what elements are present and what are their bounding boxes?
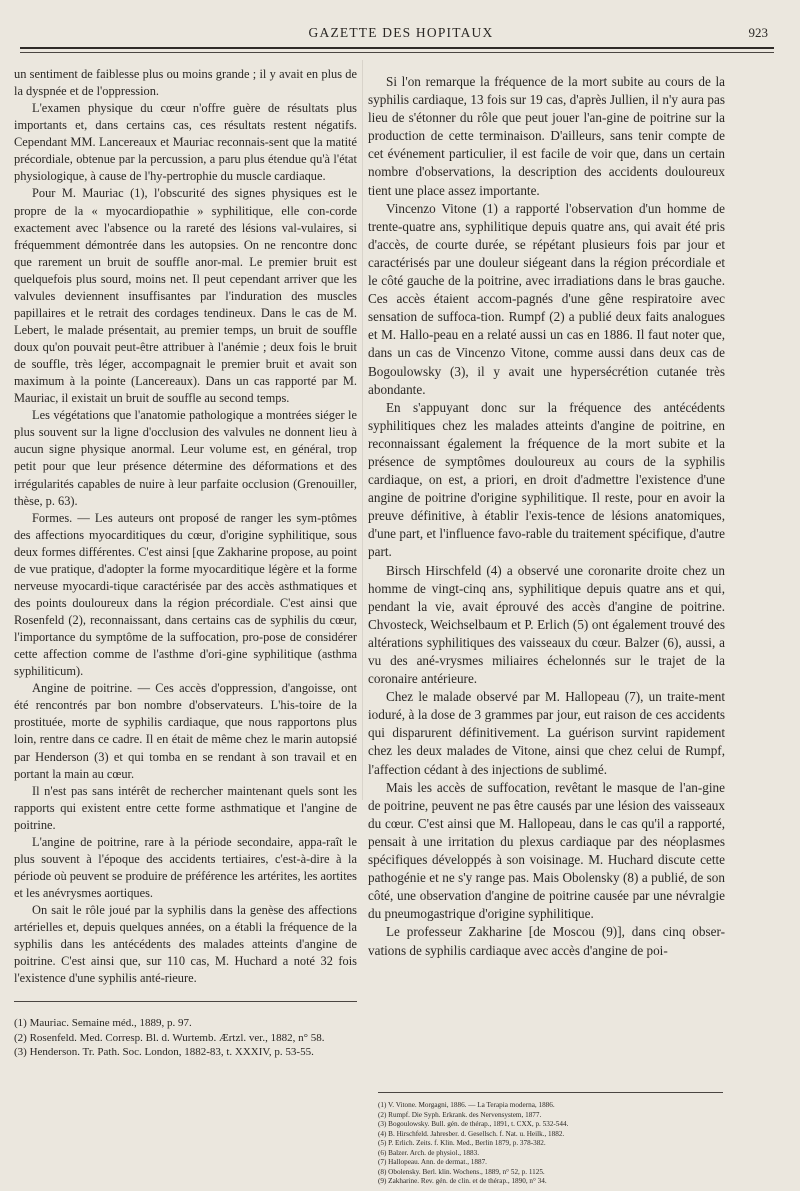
paragraph: L'angine de poitrine, rare à la période secondaire, appa-raît le plus souvent à l'époque des accidents tertiaires, c'est-à-dire à la période où peuvent se produire de préférence les artérites, les aortites et les anévrysmes aortiques. <box>14 834 357 900</box>
page-number: 923 <box>748 25 768 40</box>
header-rule-thin <box>20 52 774 53</box>
footnote: (3) Bogoulowsky. Bull. gén. de thérap., 1891, t. CXX, p. 532-544. <box>378 1120 569 1128</box>
footnotes-right <box>378 1092 725 1187</box>
footnote: (5) P. Erlich. Zeits. f. Klin. Med., Berlin 1879, p. 378-382. <box>378 1139 546 1147</box>
footnote-rule <box>14 1001 357 1002</box>
footnote: (7) Hallopeau. Ann. de dermat., 1887. <box>378 1158 487 1166</box>
footnote: (2) Rumpf. Die Syph. Erkrank. des Nervensystem, 1877. <box>378 1110 542 1119</box>
paragraph: Pour M. Mauriac (1), l'obscurité des signes physiques est le propre de la « myocardiopathie » syphilitique, elle con-corde exactement avec l'absence ou la rareté des lésions val-vulaires, si fréquemment démontrée dans les autopsies. On ne rencontre donc que rarement un bruit de souffle anor-mal. Le premier bruit est quelquefois plus sourd, moins net. Il peut cependant arriver que les valvules deviennent insuffisantes par l'induration des muscles papillaires et le retrait des cordages tendineux. Dans le cas de M. Lebert, le malade présentait, au premier temps, un bruit de souffle doux qu'on pouvait peut-être attribuer à l'anémie ; deux fois le bruit de souffle, très léger, accompagnait le premier bruit et avait son maximum à la pointe (Lancereaux). Dans un cas rapporté par M. Mauriac, il existait un bruit de souffle au second temps. <box>14 186 357 406</box>
paragraph: Chez le malade observé par M. Hallopeau (7), un traite-ment ioduré, à la dose de 3 grammes par jour, eut raison de ces accidents qui disparurent définitivement. La guérison survint rapidement chez les deux malades de Vitone, ainsi que chez celui de Rumpf, l'affection cédant à des injections de sublimé. <box>368 689 725 777</box>
footnote: (3) Henderson. Tr. Path. Soc. London, 1882-83, t. XXXIV, p. 53-55. <box>14 1046 314 1059</box>
journal-title: GAZETTE DES HOPITAUX <box>308 25 494 40</box>
paragraph: Vincenzo Vitone (1) a rapporté l'observation d'un homme de trente-quatre ans, syphilitique depuis quatre ans, qui avait été pris d'accès, de courte durée, se répétant plusieurs fois par jour et caractérisés par une douleur siégeant dans la région précordiale et le côté gauche de la poitrine, avec irradiations dans le bras gauche. Ces accès étaient accom-pagnés d'une gêne respiratoire avec sensation de suffoca-tion. Rumpf (2) a publié deux faits analogues et M. Hallo-peau en a relaté aussi un cas en 1886. Il faut noter que, dans un cas de Vincenzo Vitone, comme aussi dans deux cas de Bogoulowsky (3), il y avait une hypersécrétion cutanée très abondante. <box>368 200 725 397</box>
paragraph: On sait le rôle joué par la syphilis dans la genèse des affections artérielles et, depuis quelques années, on a établi la fréquence de la syphilis dans les antécédents des malades atteints d'angine de poitrine. C'est ainsi que, sur 110 cas, M. Huchard a noté 32 fois l'existence d'une syphilis anté-rieure. <box>14 903 357 986</box>
footnotes-left <box>14 1001 357 1060</box>
footnote: (2) Rosenfeld. Med. Corresp. Bl. d. Wurtemb. Ærtzl. ver., 1882, n° 58. <box>14 1031 325 1044</box>
paragraph-angine: Angine de poitrine. — Ces accès d'oppression, d'angoisse, ont été rencontrés par bon nombre d'observateurs. L'his-toire de la prostituée, morte de syphilis cardiaque, que nous rapportons plus loin, rentre dans ce cadre. Il en était de même chez le marin autopsié par Henderson (3) et qui tomba en se rendant à son travail et en portant la main au cœur. <box>14 681 357 781</box>
footnote: (8) Obolensky. Berl. klin. Wochens., 1889, n° 52, p. 1125. <box>378 1167 545 1176</box>
footnote: (9) Zakharine. Rev. gén. de clin. et de thérap., 1890, n° 34. <box>378 1177 547 1185</box>
footnote: (4) B. Hirschfeld. Jahresber. d. Gesellsch. f. Nat. u. Heilk., 1882. <box>378 1129 565 1138</box>
left-column <box>14 66 357 987</box>
paragraph: Mais les accès de suffocation, revêtant le masque de l'an-gine de poitrine, peuvent ne pas être causés par une lésion des vaisseaux du cœur. C'est ainsi que M. Hallopeau, dans le cas qu'il a rapporté, pensait à une irritation du plexus cardiaque par des néoplasmes spécifiques développés à son voisinage. M. Huchard discute cette pathogénie et ne s'y range pas. Mais Obolensky (8) a publié, de son côté, une observation d'angine de poitrine causée par une névralgie du pneumogastrique d'origine syphilitique. <box>368 779 725 922</box>
header-rule <box>20 47 774 49</box>
paragraph: un sentiment de faiblesse plus ou moins grande ; il y avait en plus de la dyspnée et de l'oppression. <box>14 67 357 99</box>
paragraph-formes: Formes. — Les auteurs ont proposé de ranger les sym-ptômes des affections myocarditiques du cœur, d'origine syphilitique, sous deux formes différentes. C'est ainsi [que Zakharine propose, au point de vue pratique, d'adopter la forme myocarditique légère et la forme nerveuse myocardi-tique caractérisée par des accès asthmatiques et des points douloureux dans la région précordiale. C'est ainsi que Rosenfeld (2), reconnaissant, dans certains cas de syphilis du cœur, l'importance du symptôme de la suffocation, pro-pose de considérer cette affection comme de l'asthme d'ori-gine syphilitique (asthma syphiliticum). <box>14 510 357 679</box>
paragraph: En s'appuyant donc sur la fréquence des antécédents syphilitiques chez les malades atteints d'angine de poitrine, en reconnaissant également la fréquence de la mort subite et la présence de symptômes douloureux au cours de la syphilis cardiaque, on est, a priori, en droit d'admettre l'existence d'une angine de poitrine d'origine syphilitique. Il reste, pour en avoir la preuve définitive, à établir l'exis-tence de lésions anatomiques, d'une part, et l'influence favo-rable du traitement spécifique, d'autre part. <box>368 399 725 560</box>
paragraph: Il n'est pas sans intérêt de rechercher maintenant quels sont les rapports qui existent entre cette forme asthmatique et l'angine de poitrine. <box>14 783 357 832</box>
footnote: (1) Mauriac. Semaine méd., 1889, p. 97. <box>14 1017 192 1029</box>
paragraph: Les végétations que l'anatomie pathologique a montrées siéger le plus souvent sur la ligne d'occlusion des valvules ne donnent lieu à aucun signe physique anormal. Leur volume est, en général, trop petit pour que leur présence détermine des déformations et des irrégularités capables de nuire à leur parfaite occlusion (Grenouiller, thèse, p. 63). <box>14 408 357 508</box>
footnote: (6) Balzer. Arch. de physiol., 1883. <box>378 1148 480 1157</box>
footnote-rule <box>378 1092 723 1093</box>
paragraph: Birsch Hirschfeld (4) a observé une coronarite droite chez un homme de vingt-cinq ans, syphilitique depuis quatre ans et qui, pendant la vie, avait éprouvé des accès d'angine de poitrine. Chvosteck, Weichselbaum et P. Erlich (5) ont également trouvé des altérations syphilitiques des vaisseaux du cœur. Balzer (6), aussi, a vu des ané-vrysmes miliaires échelonnés sur le trajet de la coronaire antérieure. <box>368 562 725 687</box>
paragraph: Le professeur Zakharine [de Moscou (9)], dans cinq obser-vations de syphilis cardiaque avec accès d'angine de poi- <box>368 924 725 958</box>
column-separator <box>362 60 363 800</box>
right-column <box>368 73 725 960</box>
paragraph: Si l'on remarque la fréquence de la mort subite au cours de la syphilis cardiaque, 13 fois sur 19 cas, d'après Jullien, il n'y aura pas lieu de s'étonner du rôle que peut jouer l'an-gine de poitrine sur la production de cette terminaison. D'ailleurs, sans tenir compte de cet événement particulier, il est facile de voir que, dans un certain nombre d'observations, la description des accidents douloureux tient une place assez importante. <box>368 74 725 198</box>
footnote: (1) V. Vitone. Morgagni, 1886. — La Terapia moderna, 1886. <box>378 1101 555 1109</box>
page-header <box>30 22 772 44</box>
paragraph: L'examen physique du cœur n'offre guère de résultats plus importants et, dans certains cas, ces résultats restent négatifs. Cependant MM. Lancereaux et Mauriac reconnais-sent que la matité précordiale, obtenue par la percussion, a paru plus étendue qu'à l'état physiologique, à cause de l'hy-pertrophie du muscle cardiaque. <box>14 101 357 184</box>
